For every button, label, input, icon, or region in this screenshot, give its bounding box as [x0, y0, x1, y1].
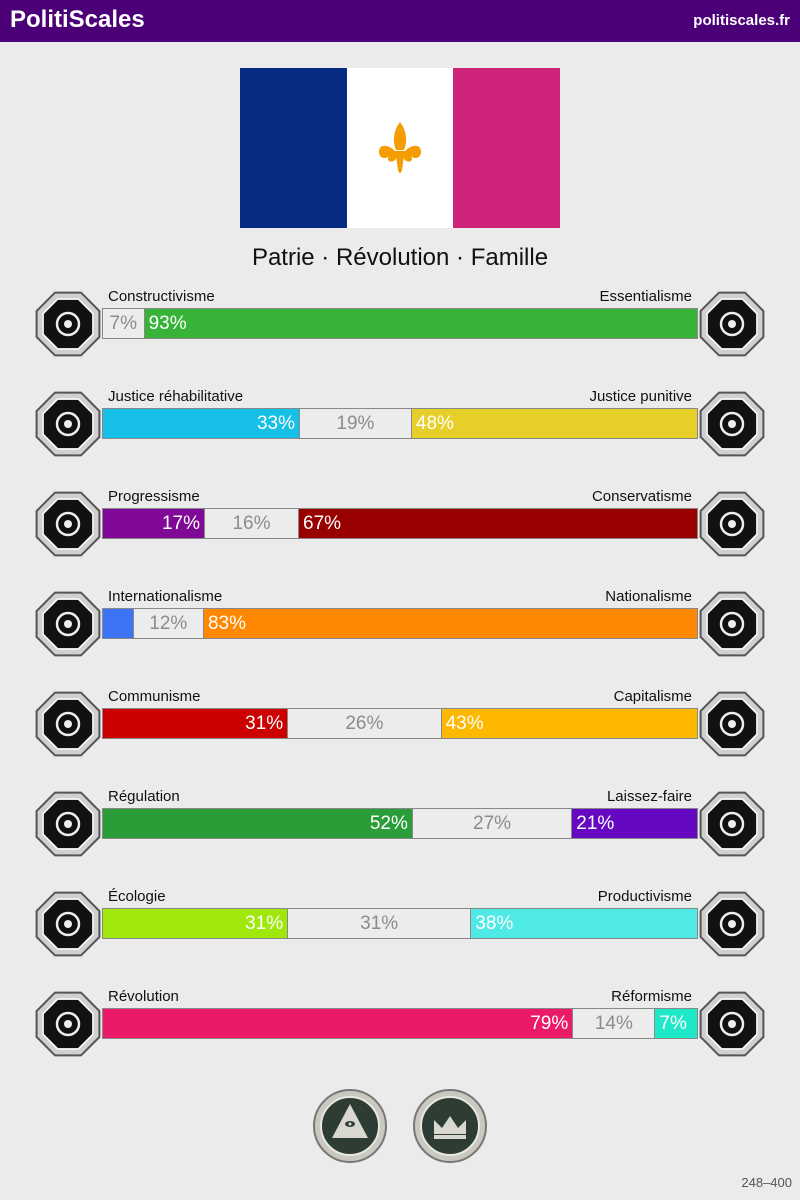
axis-center-segment [133, 609, 204, 638]
axis-row [0, 588, 800, 664]
axis-bar [102, 308, 698, 339]
eye-icon [32, 288, 104, 360]
site-link[interactable]: politiscales.fr [693, 12, 790, 29]
dna-flower-icon [696, 288, 768, 360]
axis-right-segment [204, 609, 697, 638]
quill-icon [696, 488, 768, 560]
axis-right-label: Capitalisme [613, 688, 692, 705]
axis-center-value: 27% [473, 812, 512, 834]
flag [240, 68, 560, 228]
axis-right-label: Conservatisme [591, 488, 692, 505]
axis-right-value: 7% [659, 1012, 687, 1034]
axis-left-label: Constructivisme [108, 288, 215, 305]
crown-seal-icon [412, 1088, 488, 1164]
axis-bar [102, 708, 698, 739]
axis-left-value: 33% [256, 412, 296, 434]
axis-right-value: 93% [148, 312, 187, 334]
page-counter: 248–400 [741, 1175, 792, 1190]
parliament-icon [696, 988, 768, 1060]
axis-center-segment [287, 909, 471, 938]
axis-right-segment [572, 809, 697, 838]
axis-center-value: 16% [232, 512, 271, 534]
axis-left-segment [103, 509, 204, 538]
axis-row [0, 288, 800, 364]
axis-left-value: 31% [245, 912, 284, 934]
axis-right-segment [655, 1009, 697, 1038]
axis-left-label: Progressisme [108, 488, 200, 505]
money-bag-icon [696, 688, 768, 760]
flag-band-white [347, 68, 454, 228]
axis-row [0, 788, 800, 864]
axis-right-segment [412, 409, 697, 438]
slogan: Patrie · Révolution · Famille [251, 244, 549, 271]
axis-bar [102, 508, 698, 539]
axis-left-label: Justice réhabilitative [108, 388, 244, 405]
axis-left-segment [103, 609, 133, 638]
axis-left-value: 79% [530, 1012, 569, 1034]
axis-right-value: 67% [303, 512, 342, 534]
axis-center-value: 19% [336, 412, 375, 434]
axis-right-value: 38% [475, 912, 514, 934]
axis-left-label: Révolution [108, 988, 179, 1005]
axis-row [0, 888, 800, 964]
axis-bar [102, 1008, 698, 1039]
rocket-icon [32, 488, 104, 560]
axis-left-label: Communisme [108, 688, 201, 705]
axis-right-label: Réformisme [611, 988, 692, 1005]
axis-center-segment [204, 509, 299, 538]
butterflies-icon [696, 788, 768, 860]
axis-right-value: 83% [207, 612, 246, 634]
axis-left-segment [103, 1009, 572, 1038]
axis-bar [102, 908, 698, 939]
axis-right-value: 43% [445, 712, 484, 734]
fleur-de-lis-icon [377, 120, 423, 176]
axis-right-segment [442, 709, 697, 738]
axis-center-value: 26% [345, 712, 384, 734]
flag-icon [696, 588, 768, 660]
axis-center-value: 7% [109, 312, 138, 334]
axis-bar [102, 408, 698, 439]
axis-right-label: Nationalisme [605, 588, 692, 605]
axis-center-segment [287, 709, 441, 738]
sprout-icon [32, 888, 104, 960]
axis-right-label: Justice punitive [589, 388, 692, 405]
axis-right-label: Productivisme [597, 888, 692, 905]
prison-bars-icon [696, 388, 768, 460]
axis-row [0, 488, 800, 564]
axis-center-segment [412, 809, 572, 838]
axis-right-label: Laissez-faire [606, 788, 692, 805]
axis-left-label: Écologie [108, 888, 166, 905]
brand-logo[interactable]: PolitiScales [10, 6, 145, 33]
axis-right-label: Essentialisme [599, 288, 692, 305]
pyramid-eye-seal-icon [312, 1088, 388, 1164]
axis-left-segment [103, 409, 299, 438]
axis-right-segment [145, 309, 697, 338]
axis-left-value: 17% [161, 512, 200, 534]
axis-row [0, 688, 800, 764]
axis-right-value: 21% [576, 812, 615, 834]
axis-left-segment [103, 909, 287, 938]
axis-bar [102, 608, 698, 639]
axis-left-segment [103, 809, 412, 838]
axis-center-value: 12% [149, 612, 188, 634]
flag-band-blue [240, 68, 347, 228]
hammer-sickle-icon [32, 688, 104, 760]
flag-band-magenta [453, 68, 560, 228]
fist-icon [32, 988, 104, 1060]
axis-left-value: 31% [245, 712, 284, 734]
handshake-icon [32, 388, 104, 460]
axis-left-value: 52% [369, 812, 408, 834]
globe-wreath-icon [32, 588, 104, 660]
axis-right-segment [471, 909, 697, 938]
axis-center-value: 31% [360, 912, 399, 934]
axis-row [0, 988, 800, 1064]
header-bar [0, 0, 800, 42]
axis-row [0, 388, 800, 464]
axis-center-segment [299, 409, 412, 438]
axis-center-segment [103, 309, 145, 338]
axis-left-label: Régulation [108, 788, 180, 805]
axis-right-value: 48% [415, 412, 454, 434]
axis-right-segment [299, 509, 697, 538]
axis-bar [102, 808, 698, 839]
ruler-tools-icon [32, 788, 104, 860]
axis-center-value: 14% [594, 1012, 633, 1034]
gear-icon [696, 888, 768, 960]
axis-left-segment [103, 709, 287, 738]
axis-left-label: Internationalisme [108, 588, 223, 605]
axis-center-segment [572, 1009, 655, 1038]
